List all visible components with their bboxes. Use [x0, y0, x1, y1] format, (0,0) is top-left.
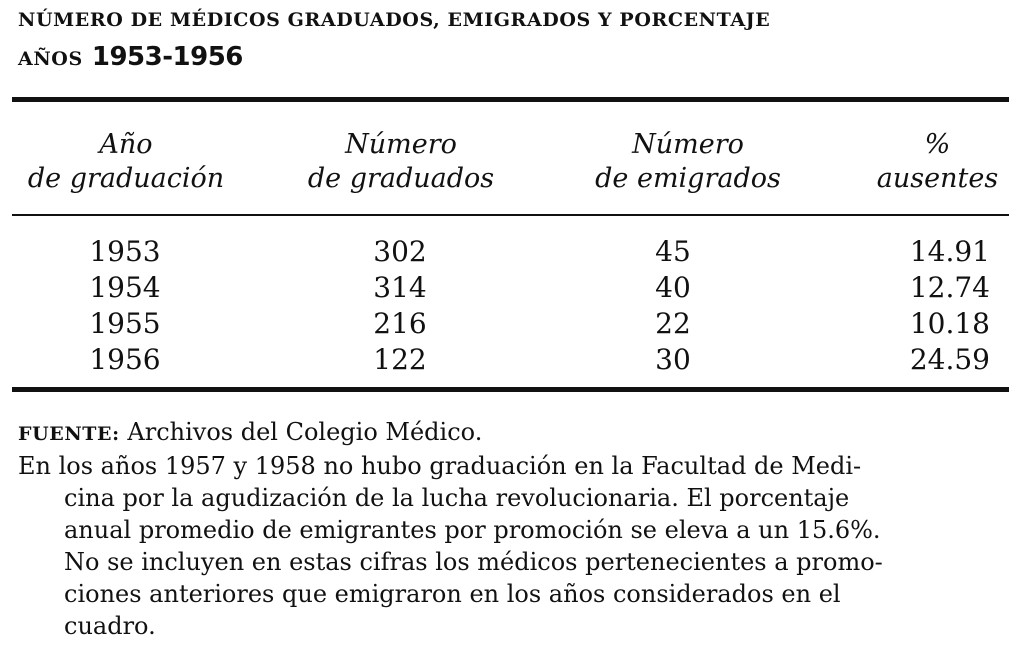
cell-year: 1956: [89, 343, 161, 376]
footnote-line: anual promedio de emigrantes por promoción se eleva a un 15.6%.: [64, 516, 881, 544]
subtitle-prefix: AÑOS: [18, 48, 83, 70]
table-row: [0, 306, 1024, 342]
table-body: [0, 234, 1024, 378]
footnote-line: cuadro.: [64, 612, 156, 640]
table-row: [0, 270, 1024, 306]
cell-percent-absent: 10.18: [909, 307, 990, 340]
cell-percent-absent: 14.91: [909, 235, 990, 268]
footnote-line: ciones anteriores que emigraron en los años considerados en el: [64, 580, 841, 608]
table-top-rule: [12, 97, 1009, 102]
source-text: Archivos del Colegio Médico.: [127, 418, 483, 446]
table-row: [0, 234, 1024, 270]
table-bottom-rule: [12, 387, 1009, 392]
cell-year: 1955: [89, 307, 161, 340]
cell-percent-absent: 12.74: [909, 271, 990, 304]
cell-graduates: 314: [373, 271, 427, 304]
table-subtitle: [18, 42, 243, 72]
cell-emigrated: 22: [655, 307, 691, 340]
table-title: NÚMERO DE MÉDICOS GRADUADOS, EMIGRADOS Y PORCENTAJE: [18, 9, 771, 31]
source-note: [18, 418, 482, 446]
table-row: [0, 342, 1024, 378]
cell-emigrated: 45: [655, 235, 691, 268]
footnote: [18, 450, 883, 642]
header-percent-absent: % ausentes: [876, 129, 999, 194]
footnote-line: cina por la agudización de la lucha revolucionaria. El porcentaje: [64, 484, 850, 512]
subtitle-years: 1953-1956: [91, 42, 243, 72]
footnote-line: No se incluyen en estas cifras los médicos pertenecientes a promo-: [64, 548, 883, 576]
header-divider-rule: [12, 214, 1009, 216]
header-year: Año de graduación: [27, 129, 225, 194]
cell-graduates: 302: [373, 235, 427, 268]
cell-graduates: 216: [373, 307, 427, 340]
source-label: FUENTE:: [18, 423, 120, 445]
header-emigrated: Número de emigrados: [595, 129, 781, 194]
cell-year: 1954: [89, 271, 161, 304]
cell-percent-absent: 24.59: [909, 343, 990, 376]
cell-emigrated: 30: [655, 343, 691, 376]
cell-graduates: 122: [373, 343, 427, 376]
cell-emigrated: 40: [655, 271, 691, 304]
cell-year: 1953: [89, 235, 161, 268]
footnote-line: En los años 1957 y 1958 no hubo graduación en la Facultad de Medi-: [18, 452, 862, 480]
header-graduates: Número de graduados: [307, 129, 495, 194]
